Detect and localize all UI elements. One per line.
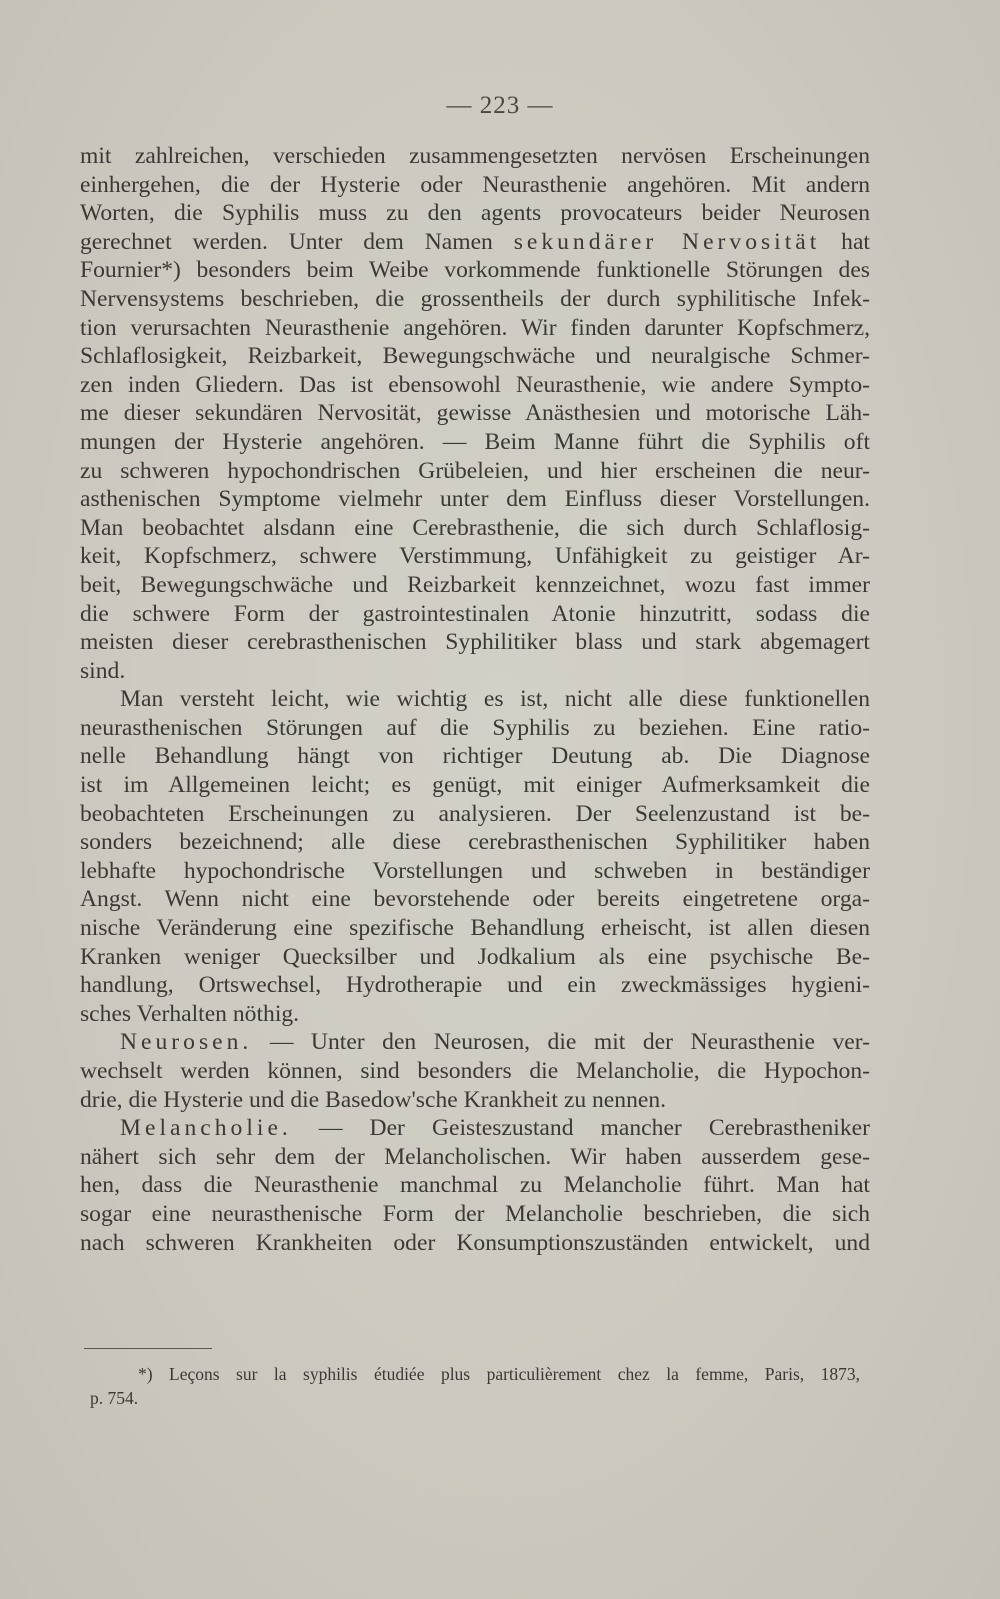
heading-neurosen: Neurosen. (120, 1029, 253, 1056)
text-line: meisten dieser cerebrasthenischen Syphilitiker blass und stark abgemagert (80, 629, 870, 656)
footnote-line: p. 754. (90, 1388, 139, 1408)
text-line: Fournier*) besonders beim Weibe vorkommende funktionelle Störungen des (80, 257, 870, 284)
text-line: nähert sich sehr dem der Melancholischen. Wir haben ausserdem gese- (80, 1143, 870, 1170)
text-line: lebhafte hypochondrische Vorstellungen und schweben in beständiger (80, 857, 870, 884)
paragraph-start: Man versteht leicht, wie wichtig es ist, nicht alle diese funktionellen (120, 686, 870, 713)
text-span: hat (820, 228, 870, 255)
text-line: Man beobachtet alsdann eine Cerebrasthenie, die sich durch Schlaflosig- (80, 514, 870, 541)
text-line: sonders bezeichnend; alle diese cerebrasthenischen Syphilitiker haben (80, 829, 870, 856)
footnote-divider (84, 1348, 212, 1349)
text-line: Angst. Wenn nicht eine bevorstehende oder bereits eingetretene orga- (80, 886, 870, 913)
text-span: — Der Geisteszustand mancher Cerebrastheniker (291, 1115, 870, 1142)
text-line: einhergehen, die der Hysterie oder Neurasthenie angehören. Mit andern (80, 171, 870, 198)
text-line: sogar eine neurasthenische Form der Melancholie beschrieben, die sich (80, 1200, 870, 1227)
paragraph-start (80, 1028, 870, 1057)
text-line: Kranken weniger Quecksilber und Jodkalium als eine psychische Be- (80, 943, 870, 970)
text-line: nische Veränderung eine spezifische Behandlung erheischt, ist allen diesen (80, 915, 870, 942)
text-line: asthenischen Symptome vielmehr unter dem Einfluss dieser Vorstellungen. (80, 486, 870, 513)
text-line: sches Verhalten nöthig. (80, 1000, 300, 1027)
text-line: wechselt werden können, sind besonders die Melancholie, die Hypochon- (80, 1058, 870, 1084)
text-line: mit zahlreichen, verschieden zusammengesetzten nervösen Erscheinungen (80, 143, 870, 169)
text-line: drie, die Hysterie und die Basedow'sche Krankheit zu nennen. (80, 1086, 667, 1113)
text-line: tion verursachten Neurasthenie angehören. Wir finden darunter Kopfschmerz, (80, 314, 870, 341)
emphasis-sekundaere-nervositaet: sekundärer Nervosität (513, 228, 821, 255)
text-line: hen, dass die Neurasthenie manchmal zu Melancholie führt. Man hat (80, 1172, 870, 1199)
text-line (80, 228, 870, 257)
text-line: Worten, die Syphilis muss zu den agents provocateurs beider Neurosen (80, 200, 870, 227)
footnote-line: *) Leçons sur la syphilis étudiée plus particulièrement chez la femme, Paris, 1873, (138, 1364, 860, 1384)
text-line: handlung, Ortswechsel, Hydrotherapie und ein zweckmässiges hygieni- (80, 972, 870, 999)
text-line: zen inden Gliedern. Das ist ebensowohl Neurasthenie, wie andere Sympto- (80, 371, 870, 398)
main-text (80, 142, 870, 1257)
text-span: — Unter den Neurosen, die mit der Neurasthenie ver- (252, 1029, 870, 1056)
text-line: beit, Bewegungschwäche und Reizbarkeit kennzeichnet, wozu fast immer (80, 571, 870, 598)
text-line: neurasthenischen Störungen auf die Syphilis zu beziehen. Eine ratio- (80, 714, 870, 741)
text-line: ist im Allgemeinen leicht; es genügt, mit einiger Aufmerksamkeit die (80, 772, 870, 799)
text-line: beobachteten Erscheinungen zu analysieren. Der Seelenzustand ist be- (80, 800, 870, 827)
page-number: — 223 — (446, 92, 554, 119)
heading-melancholie: Melancholie. (120, 1115, 292, 1142)
footnote (90, 1362, 860, 1410)
text-line: sind. (80, 657, 126, 684)
text-line: nach schweren Krankheiten oder Konsumptionszuständen entwickelt, und (80, 1229, 870, 1256)
text-line: Schlaflosigkeit, Reizbarkeit, Bewegungschwäche und neuralgische Schmer- (80, 343, 870, 370)
text-line: Nervensystems beschrieben, die grossentheils der durch syphilitische Infek- (80, 285, 870, 312)
text-line: die schwere Form der gastrointestinalen Atonie hinzutritt, sodass die (80, 600, 870, 627)
text-line: mungen der Hysterie angehören. — Beim Manne führt die Syphilis oft (80, 428, 870, 455)
text-line: zu schweren hypochondrischen Grübeleien, und hier erscheinen die neur- (80, 457, 870, 484)
text-line: me dieser sekundären Nervosität, gewisse Anästhesien und motorische Läh- (80, 400, 870, 427)
text-span: gerechnet werden. Unter dem Namen (80, 228, 514, 255)
paragraph-start (80, 1114, 870, 1143)
text-line: nelle Behandlung hängt von richtiger Deutung ab. Die Diagnose (80, 743, 870, 770)
text-line: keit, Kopfschmerz, schwere Verstimmung, Unfähigkeit zu geistiger Ar- (80, 543, 870, 570)
